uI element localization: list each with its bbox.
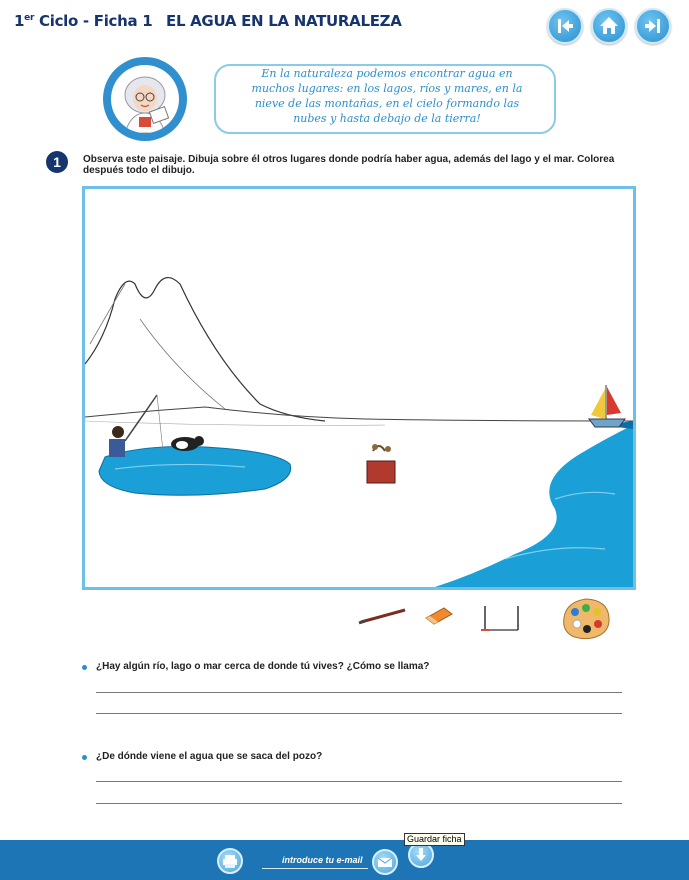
home-icon <box>593 10 625 42</box>
cycle-label: 1er Ciclo - Ficha 1 <box>14 12 153 30</box>
paintbrush-icon <box>357 604 409 626</box>
first-page-button[interactable] <box>547 8 583 44</box>
save-tooltip: Guardar ficha <box>404 833 465 846</box>
activity-number-badge: 1 <box>46 151 68 173</box>
arrow-left-bar-icon <box>549 10 581 42</box>
email-field[interactable] <box>262 868 368 869</box>
landscape-illustration <box>85 189 633 587</box>
palette-tool[interactable] <box>560 596 612 647</box>
download-icon <box>410 844 432 866</box>
speech-line: nubes y hasta debajo de la tierra! <box>293 112 481 125</box>
speech-line: muchos lugares: en los lagos, ríos y mares, en la <box>251 82 523 95</box>
brush-tool[interactable] <box>357 604 409 631</box>
page-title: EL AGUA EN LA NATURALEZA <box>166 12 402 30</box>
arrow-right-bar-icon <box>637 10 669 42</box>
envelope-icon <box>374 851 396 873</box>
bullet <box>82 755 87 760</box>
send-email-button[interactable] <box>372 849 398 875</box>
drawing-canvas[interactable] <box>82 186 636 590</box>
question-2: ¿De dónde viene el agua que se saca del pozo? <box>96 751 323 762</box>
answer-2-line-2[interactable] <box>96 803 622 804</box>
email-field-label: introduce tu e-mail <box>282 855 363 865</box>
answer-1-line-1[interactable] <box>96 692 622 693</box>
line-icon <box>478 602 524 636</box>
activity-instruction: Observa este paisaje. Dibuja sobre él otros lugares donde podría haber agua, además del lago y el mar. Colorea después todo el dibujo. <box>83 154 615 176</box>
teacher-illustration <box>111 65 179 133</box>
teacher-avatar <box>103 57 187 141</box>
speech-text <box>226 66 548 126</box>
home-button[interactable] <box>591 8 627 44</box>
question-1: ¿Hay algún río, lago o mar cerca de donde tú vives? ¿Cómo se llama? <box>96 661 430 672</box>
answer-1-line-2[interactable] <box>96 713 622 714</box>
palette-icon <box>560 596 612 642</box>
answer-2-line-1[interactable] <box>96 781 622 782</box>
eraser-icon <box>424 604 454 626</box>
printer-icon <box>219 850 241 872</box>
print-button[interactable] <box>217 848 243 874</box>
last-page-button[interactable] <box>635 8 671 44</box>
line-tool[interactable] <box>478 602 524 641</box>
speech-line: nieve de las montañas, en el cielo formando las <box>254 97 520 110</box>
speech-line: En la naturaleza podemos encontrar agua en <box>261 67 513 80</box>
eraser-tool[interactable] <box>424 604 454 631</box>
bullet <box>82 665 87 670</box>
